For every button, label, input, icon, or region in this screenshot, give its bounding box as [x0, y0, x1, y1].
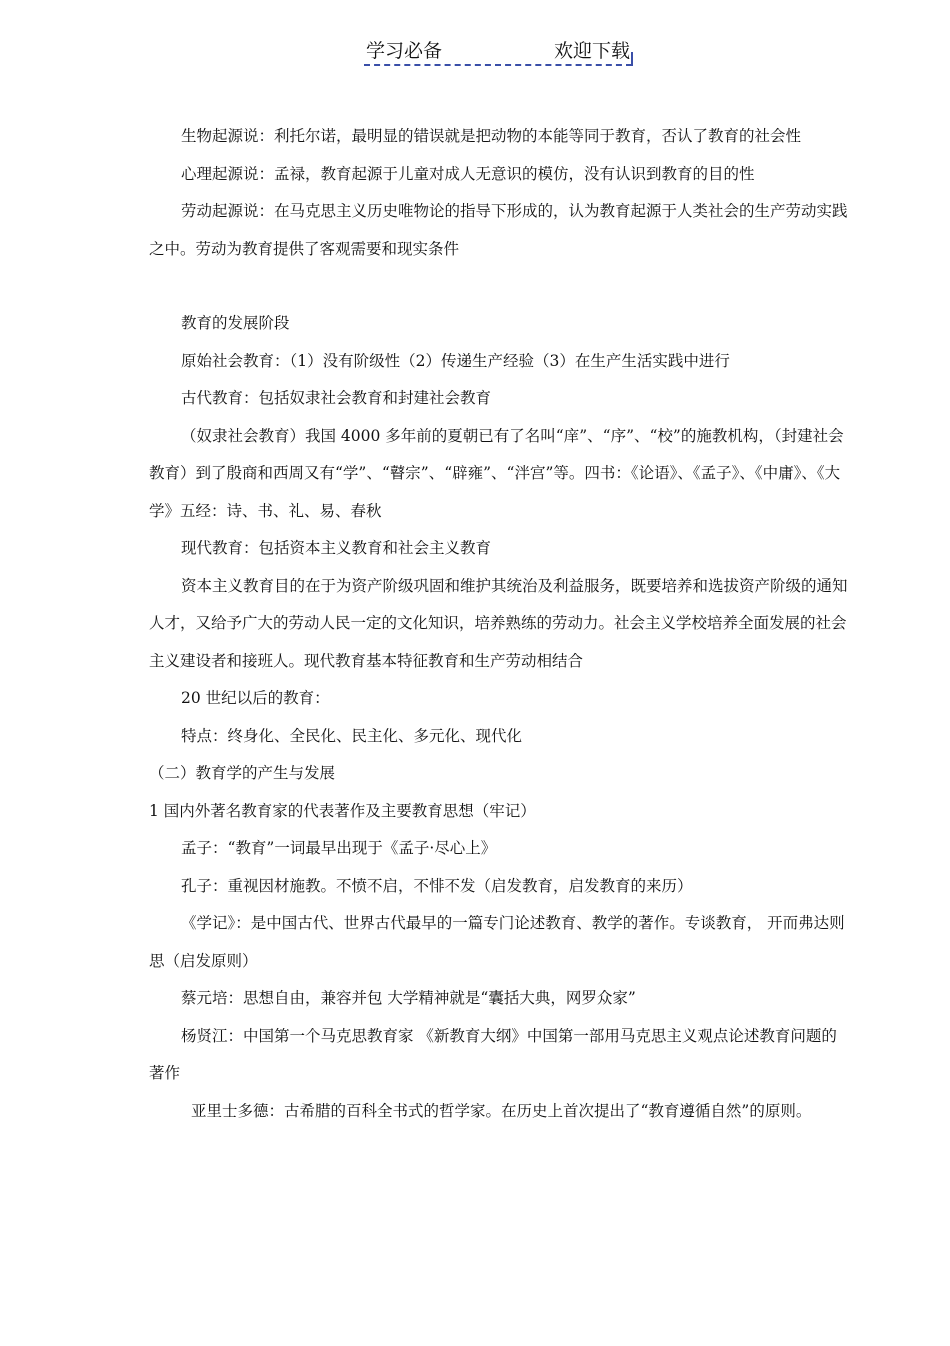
subheading-famous-educators: 1 国内外著名教育家的代表著作及主要教育思想（牢记）	[149, 801, 536, 820]
paragraph-primitive-education: 原始社会教育：（1）没有阶级性（2）传递生产经验（3）在生产生活实践中进行	[181, 351, 730, 370]
paragraph-psychological-origin: 心理起源说：孟禄，教育起源于儿童对成人无意识的模仿，没有认识到教育的目的性	[181, 164, 755, 183]
paragraph-aristotle: 亚里士多德：古希腊的百科全书式的哲学家。在历史上首次提出了“教育遵循自然”的原则。	[191, 1101, 812, 1120]
paragraph-ancient-education: 古代教育：包括奴隶社会教育和封建社会教育	[181, 389, 492, 407]
document-body	[149, 118, 849, 1130]
header-corner-mark	[631, 52, 633, 66]
paragraph-characteristics: 特点：终身化、全民化、民主化、多元化、现代化	[181, 726, 523, 745]
paragraph-gap	[149, 268, 849, 305]
paragraph-xueji: 《学记》：是中国古代、世界古代最早的一篇专门论述教育、教学的著作。专谈教育， 开而弗达则思（启发原则）	[149, 914, 845, 970]
paragraph-cai-yuanpei: 蔡元培：思想自由，兼容并包 大学精神就是“囊括大典，网罗众家”	[181, 989, 636, 1007]
section-heading-pedagogy: （二）教育学的产生与发展	[149, 764, 336, 782]
paragraph-mencius: 孟子：“教育”一词最早出现于《孟子·尽心上》	[181, 839, 497, 857]
section-heading-development-stages: 教育的发展阶段	[181, 314, 290, 332]
paragraph-labor-origin: 劳动起源说：在马克思主义历史唯物论的指导下形成的，认为教育起源于人类社会的生产劳动实践之中。劳动为教育提供了客观需要和现实条件	[149, 202, 848, 258]
paragraph-yang-xianjiang: 杨贤江：中国第一个马克思教育家 《新教育大纲》中国第一部用马克思主义观点论述教育问题的著作	[149, 1026, 837, 1082]
paragraph-confucius: 孔子：重视因材施教。不愤不启，不悱不发（启发教育，启发教育的来历）	[181, 876, 693, 895]
header-right-text: 欢迎下载	[553, 40, 630, 62]
paragraph-biological-origin: 生物起源说：利托尔诺，最明显的错误就是把动物的本能等同于教育，否认了教育的社会性	[181, 127, 802, 145]
header-left-text: 学习必备	[366, 40, 443, 62]
page-header	[364, 38, 632, 66]
paragraph-capitalist-socialist-education: 资本主义教育目的在于为资产阶级巩固和维护其统治及利益服务，既要培养和选拔资产阶级的通知人才，又给予广大的劳动人民一定的文化知识，培养熟练的劳动力。社会主义学校培养全面发展的社会主义建设者和接班人。现代教育基本特征教育和生产劳动相结合	[149, 576, 848, 670]
paragraph-20th-century-education: 20 世纪以后的教育：	[181, 689, 330, 707]
paragraph-slave-feudal-education: （奴隶社会教育）我国 4000 多年前的夏朝已有了名叫“庠”、“序”、“校”的施教机构，（封建社会教育）到了殷商和西周又有“学”、“瞽宗”、“辟雍”、“泮宫”等。四书：《论语》、《孟子》、《中庸》、《大学》五经：诗、书、礼、易、春秋	[149, 426, 844, 520]
paragraph-modern-education: 现代教育：包括资本主义教育和社会主义教育	[181, 539, 492, 557]
